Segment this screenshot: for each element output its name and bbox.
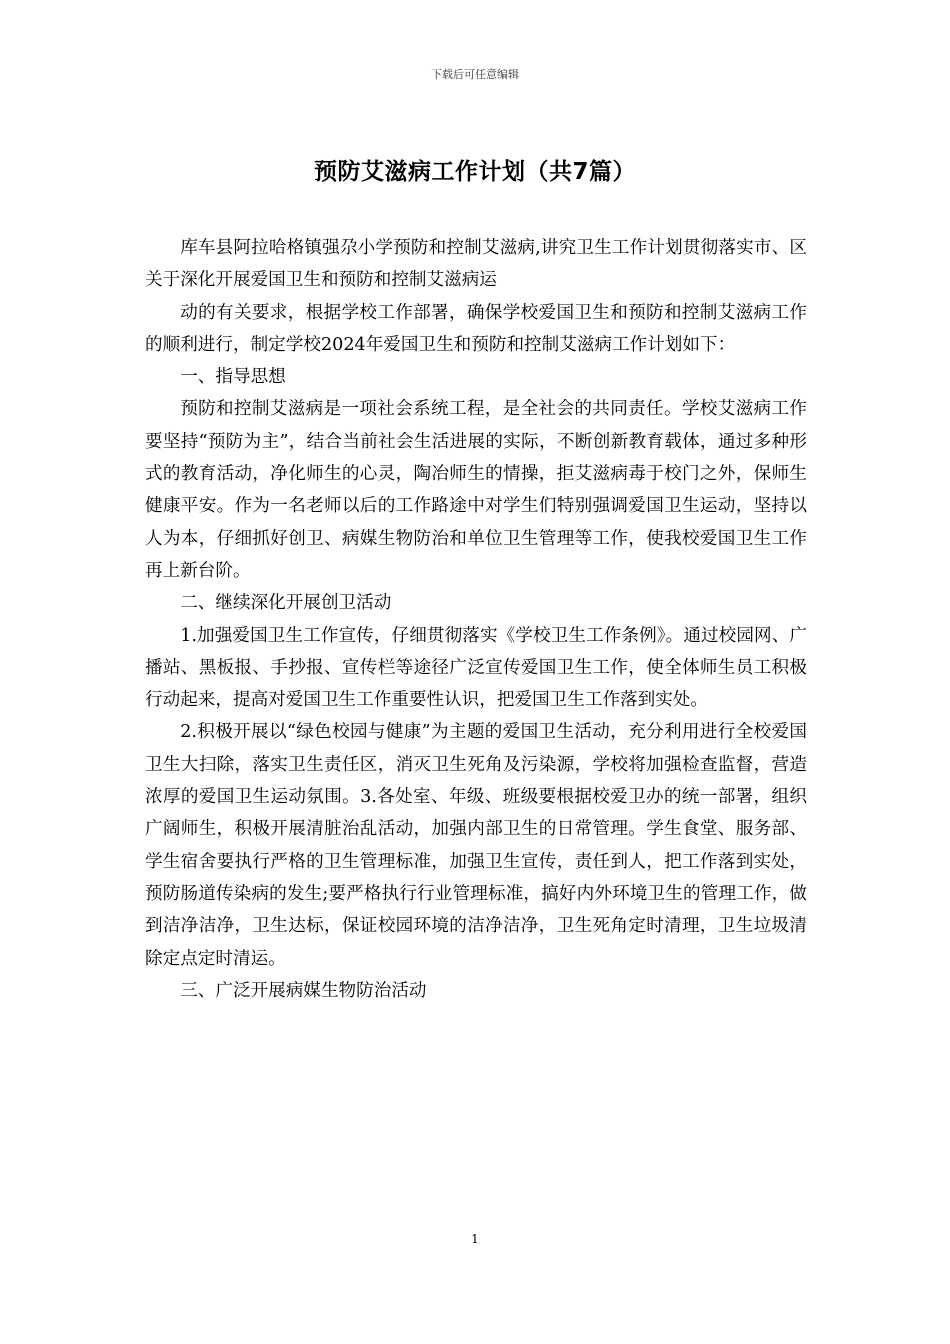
paragraph-item-2-3: 2.积极开展以“绿色校园与健康”为主题的爱国卫生活动，充分利用进行全校爱国卫生大扫除，落实卫生责任区，消灭卫生死角及污染源，学校将加强检查监督，营造浓厚的爱国卫生运动氛围。3.各处室、年级、班级要根据校爱卫办的统一部署，组织广阔师生，积极开展清脏治乱活动，加强内部卫生的日常管理。学生食堂、服务部、学生宿舍要执行严格的卫生管理标准，加强卫生宣传，责任到人，把工作落到实处，预防肠道传染病的发生;要严格执行行业管理标准，搞好内外环境卫生的管理工作，做到洁净洁净，卫生达标，保证校园环境的洁净洁净，卫生死角定时清理，卫生垃圾清除定点定时清运。	[145, 722, 807, 969]
section-heading-2: 二、继续深化开展创卫活动	[180, 593, 392, 614]
header-note: 下载后可任意编辑	[431, 68, 519, 81]
section-heading-3: 三、广泛开展病媒生物防治活动	[180, 980, 427, 1001]
paragraph-item-1: 1.加强爱国卫生工作宣传，仔细贯彻落实《学校卫生工作条例》。通过校园网、广播站、黑板报、手抄报、宣传栏等途径广泛宣传爱国卫生工作，使全体师生员工积极行动起来，提高对爱国卫生工作重要性认识，把爱国卫生工作落到实处。	[145, 625, 807, 711]
paragraph-guiding-thought: 预防和控制艾滋病是一项社会系统工程，是全社会的共同责任。学校艾滋病工作要坚持“预防为主”，结合当前社会生活进展的实际，不断创新教育载体，通过多种形式的教育活动，净化师生的心灵，陶冶师生的情操，拒艾滋病毒于校门之外，保师生健康平安。作为一名老师以后的工作路途中对学生们特别强调爱国卫生运动，坚持以人为本，仔细抓好创卫、病媒生物防治和单位卫生管理等工作，使我校爱国卫生工作再上新台阶。	[145, 399, 807, 581]
document-body	[145, 232, 807, 1007]
section-heading-1: 一、指导思想	[180, 367, 286, 388]
document-title: 预防艾滋病工作计划（共7篇）	[313, 159, 636, 185]
page-number: 1	[471, 1232, 479, 1246]
paragraph-intro-1: 库车县阿拉哈格镇强尕小学预防和控制艾滋病,讲究卫生工作计划贯彻落实市、区关于深化开展爱国卫生和预防和控制艾滋病运	[145, 238, 807, 291]
paragraph-intro-2: 动的有关要求，根据学校工作部署，确保学校爱国卫生和预防和控制艾滋病工作的顺利进行，制定学校2024年爱国卫生和预防和控制艾滋病工作计划如下：	[145, 302, 807, 355]
